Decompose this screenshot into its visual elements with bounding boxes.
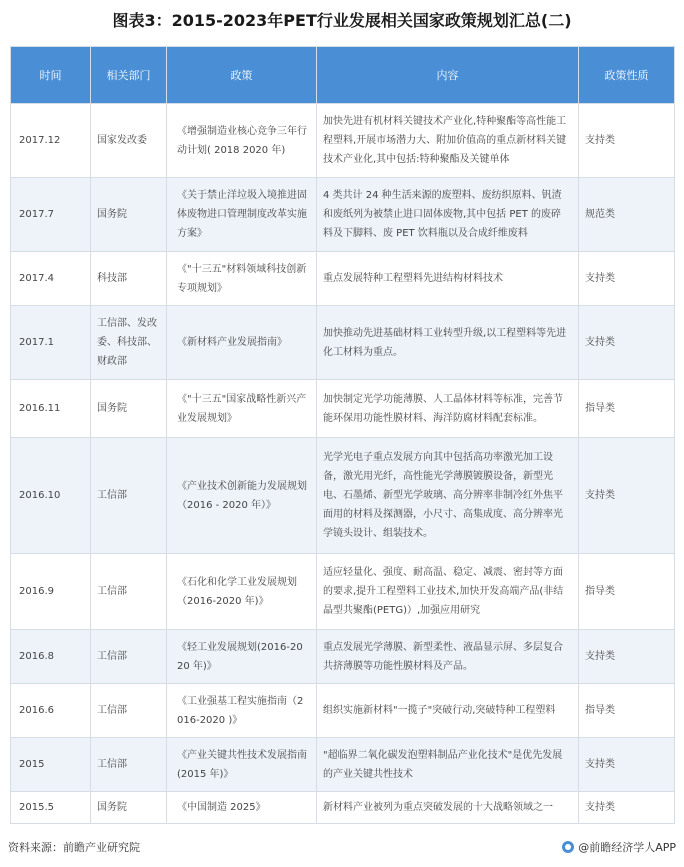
cell-content: 加快先进有机材料关键技术产业化,特种聚酯等高性能工程塑料,开展市场潜力大、附加价值高的重点新材料关键技术产业化,其中包括:特种聚酯及关键单体 (317, 104, 579, 178)
cell-dept: 国家发改委 (91, 104, 167, 178)
cell-time: 2015 (11, 738, 91, 792)
brand-credit (562, 839, 676, 855)
cell-time: 2016.10 (11, 438, 91, 554)
table-body (11, 104, 675, 824)
header-dept: 相关部门 (91, 47, 167, 104)
cell-policy: 《关于禁止洋垃圾入境推进固体废物进口管理制度改革实施方案》 (167, 178, 317, 252)
cell-dept: 工信部 (91, 630, 167, 684)
header-policy: 政策 (167, 47, 317, 104)
cell-policy: 《"十三五"国家战略性新兴产业发展规划》 (167, 380, 317, 438)
cell-policy: 《中国制造 2025》 (167, 792, 317, 824)
table-row (11, 630, 675, 684)
policy-table (10, 46, 675, 824)
header-time: 时间 (11, 47, 91, 104)
cell-policy: 《石化和化学工业发展规划（2016-2020 年)》 (167, 554, 317, 630)
cell-time: 2016.9 (11, 554, 91, 630)
brand-logo-icon (562, 841, 574, 853)
cell-content: 4 类共计 24 种生活来源的废塑料、废纺织原料、钒渣和废纸列为被禁止进口固体废物,其中包括 PET 的废碎料及下脚料、废 PET 饮料瓶以及合成纤维废料 (317, 178, 579, 252)
cell-dept: 国务院 (91, 178, 167, 252)
footer (8, 839, 676, 859)
table-header-row (11, 47, 675, 104)
table-row (11, 738, 675, 792)
cell-content: "超临界二氧化碳发泡塑料制品产业化技术"是优先发展的产业关键共性技术 (317, 738, 579, 792)
cell-nature: 支持类 (579, 792, 675, 824)
cell-dept: 工信部 (91, 554, 167, 630)
cell-time: 2016.8 (11, 630, 91, 684)
cell-dept: 国务院 (91, 380, 167, 438)
cell-content: 适应轻量化、强度、耐高温、稳定、减震、密封等方面的要求,提升工程塑料工业技术,加快开发高端产品(非结晶型共聚酯(PETG)）,加强应用研究 (317, 554, 579, 630)
table-row (11, 178, 675, 252)
table-row (11, 252, 675, 306)
cell-dept: 工信部 (91, 738, 167, 792)
cell-nature: 支持类 (579, 738, 675, 792)
cell-time: 2017.12 (11, 104, 91, 178)
header-content: 内容 (317, 47, 579, 104)
cell-nature: 支持类 (579, 104, 675, 178)
cell-time: 2016.6 (11, 684, 91, 738)
cell-content: 重点发展特种工程塑料先进结构材料技术 (317, 252, 579, 306)
table-row (11, 306, 675, 380)
cell-policy: 《轻工业发展规划(2016-2020 年)》 (167, 630, 317, 684)
source-note: 资料来源：前瞻产业研究院 (8, 841, 140, 854)
cell-content: 组织实施新材料"一揽子"突破行动,突破特种工程塑料 (317, 684, 579, 738)
cell-nature: 支持类 (579, 306, 675, 380)
cell-policy: 《工业强基工程实施指南（2016-2020 )》 (167, 684, 317, 738)
cell-content: 光学光电子重点发展方向其中包括高功率激光加工设备，激光用光纤，高性能光学薄膜镀膜设备，新型光电、石墨烯、新型光学玻璃、高分辨率非制冷红外焦平面用的材料及探测器，小尺寸、高集成度、高分辨率光学镜头设计、组装技术。 (317, 438, 579, 554)
cell-content: 重点发展光学薄膜、新型柔性、液晶显示屏、多层复合共挤薄膜等功能性膜材料及产品。 (317, 630, 579, 684)
cell-time: 2016.11 (11, 380, 91, 438)
cell-nature: 支持类 (579, 630, 675, 684)
table-row (11, 104, 675, 178)
cell-time: 2017.4 (11, 252, 91, 306)
cell-policy: 《"十三五"材料领域科技创新专项规划》 (167, 252, 317, 306)
cell-dept: 国务院 (91, 792, 167, 824)
table-row (11, 792, 675, 824)
brand-label: @前瞻经济学人APP (578, 841, 676, 854)
cell-time: 2017.7 (11, 178, 91, 252)
cell-policy: 《增强制造业核心竞争三年行动计划( 2018 2020 年) (167, 104, 317, 178)
table-row (11, 684, 675, 738)
cell-content: 加快制定光学功能薄膜、人工晶体材料等标准，完善节能环保用功能性膜材料、海洋防腐材料配套标准。 (317, 380, 579, 438)
cell-nature: 支持类 (579, 438, 675, 554)
cell-nature: 指导类 (579, 380, 675, 438)
table-row (11, 380, 675, 438)
table-row (11, 438, 675, 554)
cell-dept: 工信部 (91, 684, 167, 738)
cell-dept: 科技部 (91, 252, 167, 306)
cell-content: 加快推动先进基础材料工业转型升级,以工程塑料等先进化工材料为重点。 (317, 306, 579, 380)
cell-policy: 《新材料产业发展指南》 (167, 306, 317, 380)
cell-policy: 《产业关键共性技术发展指南(2015 年)》 (167, 738, 317, 792)
policy-table-container (10, 46, 674, 824)
cell-nature: 规范类 (579, 178, 675, 252)
cell-policy: 《产业技术创新能力发展规划（2016 - 2020 年）》 (167, 438, 317, 554)
page-title: 图表3：2015-2023年PET行业发展相关国家政策规划汇总(二) (112, 11, 572, 30)
cell-nature: 指导类 (579, 684, 675, 738)
header-nature: 政策性质 (579, 47, 675, 104)
cell-time: 2015.5 (11, 792, 91, 824)
table-row (11, 554, 675, 630)
cell-content: 新材料产业被列为重点突破发展的十大战略领域之一 (317, 792, 579, 824)
cell-dept: 工信部、发改委、科技部、财政部 (91, 306, 167, 380)
cell-nature: 指导类 (579, 554, 675, 630)
cell-dept: 工信部 (91, 438, 167, 554)
cell-nature: 支持类 (579, 252, 675, 306)
cell-time: 2017.1 (11, 306, 91, 380)
